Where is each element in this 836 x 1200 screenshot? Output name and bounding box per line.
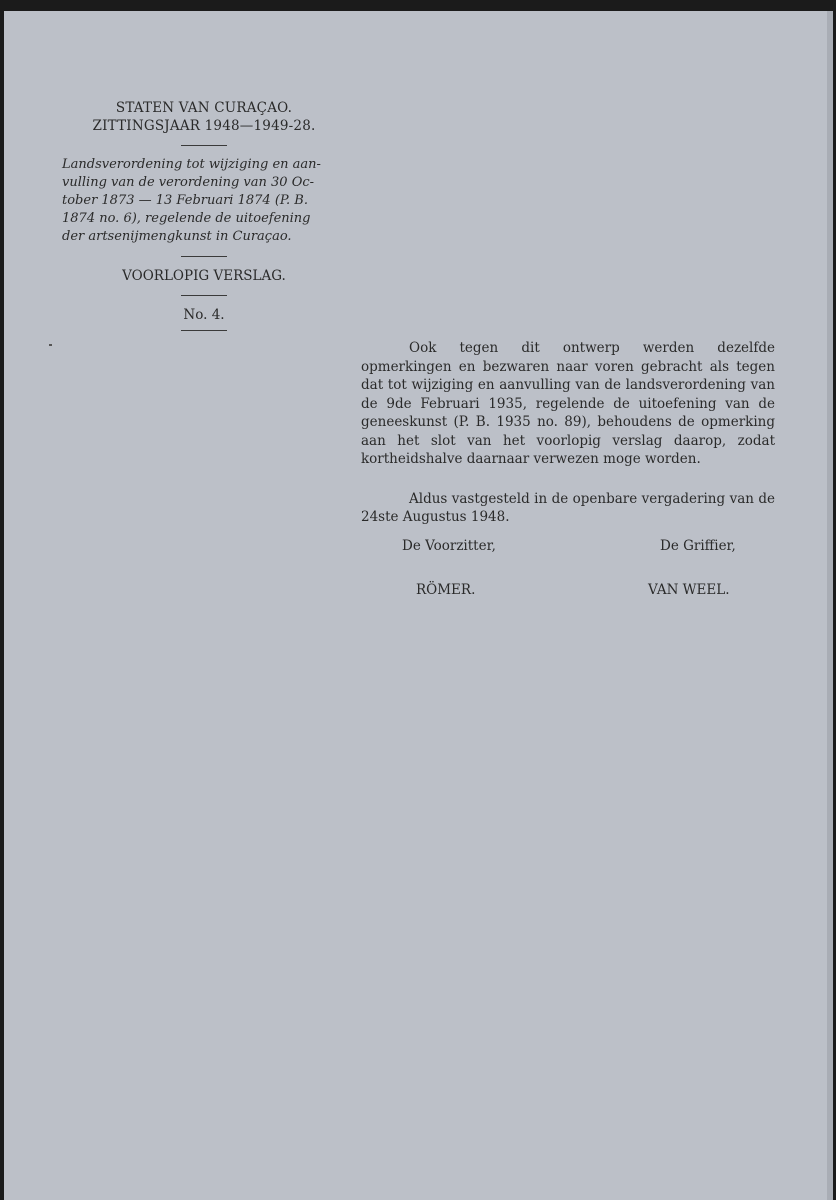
report-body — [361, 339, 775, 527]
divider-4 — [181, 330, 227, 331]
page-edge — [827, 11, 833, 1200]
report-title: VOORLOPIG VERSLAG. — [122, 268, 286, 284]
subject-line: 1874 no. 6), regelende de uitoefening — [62, 211, 311, 226]
subject-line: Landsverordening tot wijziging en aan- — [62, 157, 321, 172]
body-paragraph-2: Aldus vastgesteld in de openbare vergadering van de 24ste Augustus 1948. — [361, 490, 775, 525]
divider-3 — [181, 295, 227, 296]
document-number: No. 4. — [183, 307, 225, 323]
divider-1 — [181, 145, 227, 146]
subject-text — [60, 156, 348, 246]
document-header — [60, 99, 348, 341]
paper-speck — [49, 344, 52, 346]
chair-title: De Voorzitter, — [402, 538, 496, 554]
subject-line: tober 1873 — 13 Februari 1874 (P. B. — [62, 193, 308, 208]
clerk-title: De Griffier, — [660, 538, 736, 554]
document-page — [4, 11, 833, 1200]
subject-line: der artsenijmengkunst in Curaçao. — [62, 229, 292, 244]
chair-name: RÖMER. — [416, 582, 476, 598]
header-line-1: STATEN VAN CURAÇAO. — [115, 100, 293, 116]
clerk-name: VAN WEEL. — [648, 582, 730, 598]
header-line-2: ZITTINGSJAAR 1948—1949-28. — [92, 118, 316, 134]
divider-2 — [181, 256, 227, 257]
subject-line: vulling van de verordening van 30 Oc- — [62, 175, 315, 190]
body-paragraph-1: Ook tegen dit ontwerp werden dezelfde opmerkingen en bezwaren naar voren gebracht als tegen dat tot wijziging en aanvulling van de landsverordening van de 9de Februari 1935, regelende de uitoefening van de geneeskunst (P. B. 1935 no. 89), behoudens de opmerking aan het slot van het voorlopig verslag daarop, zodat kortheidshalve daarnaar verwezen moge worden. — [361, 340, 775, 467]
